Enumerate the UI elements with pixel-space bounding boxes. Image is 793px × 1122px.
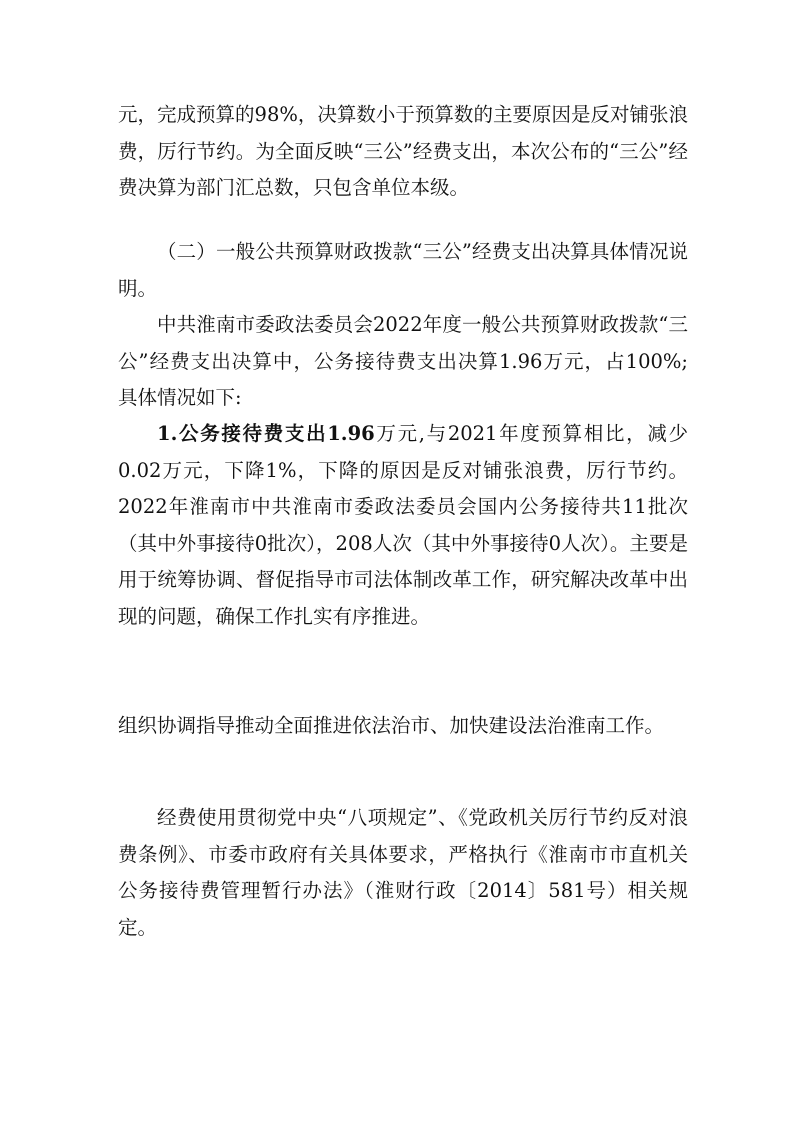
paragraph-reception-expense xyxy=(118,416,688,635)
paragraph-regulations: 经费使用贯彻党中央“八项规定”、《党政机关厉行节约反对浪费条例》、市委市政府有关具体要求，严格执行《淮南市市直机关公务接待费管理暂行办法》（淮财行政〔2014〕581号）相关规定。 xyxy=(118,806,688,939)
reception-expense-lead: 1.公务接待费支出1.96 xyxy=(157,422,375,445)
section-heading-three-public: （二）一般公共预算财政拨款“三公”经费支出决算具体情况说明。 xyxy=(118,240,688,300)
reception-expense-detail: 万元,与2021年度预算相比，减少0.02万元，下降1%，下降的原因是反对铺张浪费，厉行节约。2022年淮南市中共淮南市委政法委员会国内公务接待共11批次（其中外事接待0批次），208人次（其中外事接待0人次）。主要是用于统筹协调、督促指导市司法体制改革工作，研究解决改革中出现的问题，确保工作扎实有序推进。 xyxy=(118,422,689,628)
paragraph-rule-of-law: 组织协调指导推动全面推进依法治市、加快建设法治淮南工作。 xyxy=(118,714,665,737)
paragraph-decision-overview: 中共淮南市委政法委员会2022年度一般公共预算财政拨款“三公”经费支出决算中，公务接待费支出决算1.96万元，占100%; 具体情况如下: xyxy=(118,313,688,409)
paragraph-budget-summary: 元，完成预算的98%，决算数小于预算数的主要原因是反对铺张浪费，厉行节约。为全面反映“三公”经费支出，本次公布的“三公”经费决算为部门汇总数，只包含单位本级。 xyxy=(118,103,688,199)
